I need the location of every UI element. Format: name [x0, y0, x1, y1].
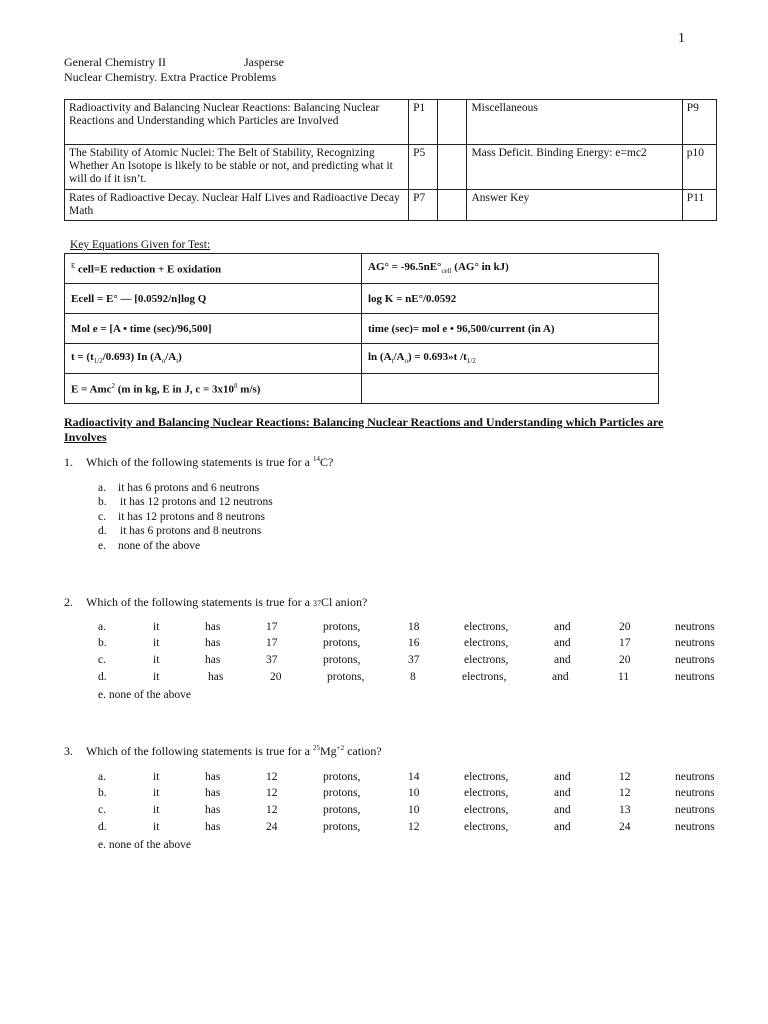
option-row — [98, 787, 718, 803]
document-subtitle: Nuclear Chemistry. Extra Practice Problems — [64, 70, 277, 84]
proton-count: 12 — [266, 771, 278, 783]
contents-table — [64, 99, 717, 221]
eq-text: t = (t — [71, 351, 94, 364]
option-word: and — [554, 804, 571, 816]
equation-cell: Mol e = [A • time (sec)/96,500] — [65, 314, 362, 344]
electron-count: 16 — [408, 637, 420, 649]
option-letter: b. — [98, 637, 107, 649]
eq-sub: t — [391, 357, 394, 366]
equation-cell — [362, 254, 659, 284]
option-letter: d. — [98, 525, 107, 537]
question-number: 1. — [64, 455, 73, 469]
option-word: it — [153, 637, 160, 649]
option-word: electrons, — [464, 621, 509, 633]
option-word: neutrons — [675, 671, 715, 683]
option-word: electrons, — [464, 654, 509, 666]
option-letter: c. — [98, 511, 106, 523]
option-text: it has 12 protons and 12 neutrons — [120, 496, 273, 508]
option-word: it — [153, 654, 160, 666]
option-word: protons, — [327, 671, 365, 683]
question-text-part: C? — [319, 455, 334, 469]
contents-spacer — [438, 100, 467, 145]
neutron-count: 13 — [619, 804, 631, 816]
eq-text: ) — [178, 351, 182, 364]
option-word: and — [554, 787, 571, 799]
option-word: has — [205, 637, 221, 649]
option-word: neutrons — [675, 771, 715, 783]
electron-count: 12 — [408, 821, 420, 833]
isotope-mass: 14 — [312, 455, 320, 463]
option-text: it has 6 protons and 8 neutrons — [120, 525, 262, 537]
contents-topic: Rates of Radioactive Decay. Nuclear Half Lives and Radioactive Decay Math — [65, 190, 409, 221]
neutron-count: 20 — [619, 621, 631, 633]
question-text — [86, 455, 333, 470]
contents-topic: The Stability of Atomic Nuclei: The Belt of Stability, Recognizing Whether An Isotope is likely to be stable or not, and predicting what it will do if it isn’t. — [65, 145, 409, 190]
neutron-count: 20 — [619, 654, 631, 666]
option-word: and — [554, 637, 571, 649]
option-word: electrons, — [464, 804, 509, 816]
neutron-count: 17 — [619, 637, 631, 649]
option-text: it has 6 protons and 6 neutrons — [118, 482, 260, 494]
proton-count: 37 — [266, 654, 278, 666]
eq-text: E = Amc — [71, 383, 112, 396]
option-word: electrons, — [464, 787, 509, 799]
eq-sub: o — [161, 357, 166, 366]
eq-sub: 1/2 — [466, 357, 476, 366]
option-word: and — [554, 821, 571, 833]
question-text — [86, 595, 367, 610]
contents-page: P5 — [409, 145, 438, 190]
option-word: it — [153, 804, 160, 816]
contents-spacer — [438, 145, 467, 190]
neutron-count: 11 — [618, 671, 630, 683]
option-row — [98, 821, 718, 837]
equation-cell: time (sec)= mol e • 96,500/current (in A) — [362, 314, 659, 344]
equation-row — [65, 314, 659, 344]
option-letter: b. — [98, 787, 107, 799]
option-letter: c. — [98, 654, 106, 666]
eq-sub: t — [176, 357, 179, 366]
equation-cell: Ecell = E° — [0.0592/n]log Q — [65, 284, 362, 314]
option-word: neutrons — [675, 621, 715, 633]
option-word: electrons, — [464, 771, 509, 783]
option-letter: d. — [98, 821, 107, 833]
option-word: has — [205, 821, 221, 833]
eq-text: ln (A — [368, 351, 392, 364]
electron-count: 18 — [408, 621, 420, 633]
option-word: neutrons — [675, 654, 715, 666]
option-text: none of the above — [118, 540, 201, 552]
option-word: has — [205, 787, 221, 799]
eq-text: cell=E reduction + E oxidation — [75, 263, 222, 276]
option-word: protons, — [323, 804, 361, 816]
proton-count: 17 — [266, 621, 278, 633]
isotope-mass: 25 — [312, 744, 320, 752]
proton-count: 12 — [266, 804, 278, 816]
neutron-count: 12 — [619, 771, 631, 783]
eq-text: (m in kg, E in J, c = 3x10 — [115, 383, 235, 396]
electron-count: 10 — [408, 804, 420, 816]
eq-text: /A — [165, 351, 177, 364]
option-letter: b. — [98, 496, 107, 508]
contents-spacer — [438, 190, 467, 221]
question-text-part: Cl anion? — [320, 595, 368, 609]
question-text-part: Which of the following statements is true for a — [86, 595, 313, 609]
eq-sub: 1/2 — [93, 357, 103, 366]
equation-cell: log K = nE°/0.0592 — [362, 284, 659, 314]
eq-sup: 8 — [234, 381, 238, 390]
course-title: General Chemistry II — [64, 55, 166, 69]
option-word: protons, — [323, 771, 361, 783]
option-letter: a. — [98, 482, 106, 494]
option-letter: c. — [98, 804, 106, 816]
option-word: protons, — [323, 821, 361, 833]
option-word: has — [205, 621, 221, 633]
isotope-mass: 37 — [312, 599, 321, 608]
option-letter: a. — [98, 621, 106, 633]
option-word: it — [153, 771, 160, 783]
option-word: and — [552, 671, 569, 683]
equation-row — [65, 254, 659, 284]
option-row — [98, 654, 718, 670]
contents-page: P1 — [409, 100, 438, 145]
eq-sub: cell — [441, 267, 452, 276]
contents-page: p10 — [682, 145, 716, 190]
author-name: Jasperse — [244, 55, 284, 69]
eq-sub: o — [404, 357, 408, 366]
question-text — [86, 744, 382, 759]
equation-cell — [65, 374, 362, 404]
option-word: it — [153, 821, 160, 833]
equations-table — [64, 253, 659, 404]
contents-topic: Mass Deficit. Binding Energy: e=mc2 — [467, 145, 682, 190]
equation-cell — [65, 254, 362, 284]
equation-cell — [362, 374, 659, 404]
eq-text: AG° = -96.5nE° — [368, 261, 442, 274]
option-word: and — [554, 654, 571, 666]
option-word: it — [153, 671, 160, 683]
section-heading: Radioactivity and Balancing Nuclear Reactions: Balancing Nuclear Reactions and Understanding which Particles are Involves — [64, 415, 664, 444]
eq-text: (AG° in kJ) — [451, 261, 509, 274]
contents-row — [65, 145, 717, 190]
option-word: protons, — [323, 654, 361, 666]
contents-page: P7 — [409, 190, 438, 221]
equation-row — [65, 374, 659, 404]
contents-topic: Radioactivity and Balancing Nuclear Reactions: Balancing Nuclear Reactions and Understanding which Particles are Involved — [65, 100, 409, 145]
option-word: neutrons — [675, 787, 715, 799]
equation-row — [65, 284, 659, 314]
option-row — [98, 804, 718, 820]
question-text-part: cation? — [344, 744, 382, 758]
option-word: has — [205, 804, 221, 816]
option-word: and — [554, 771, 571, 783]
question-number: 2. — [64, 595, 73, 609]
option-word: electrons, — [464, 821, 509, 833]
equations-caption: Key Equations Given for Test: — [70, 239, 211, 251]
proton-count: 24 — [266, 821, 278, 833]
eq-sup: 2 — [111, 381, 115, 390]
option-word: protons, — [323, 787, 361, 799]
contents-page: P9 — [682, 100, 716, 145]
contents-topic: Miscellaneous — [467, 100, 682, 145]
electron-count: 37 — [408, 654, 420, 666]
option-letter: e. — [98, 540, 106, 552]
option-word: electrons, — [464, 637, 509, 649]
equation-cell — [362, 344, 659, 374]
contents-row — [65, 190, 717, 221]
option-letter: d. — [98, 671, 107, 683]
question-text-part: Which of the following statements is true for a — [86, 455, 313, 469]
option-word: it — [153, 621, 160, 633]
neutron-count: 24 — [619, 821, 631, 833]
option-word: neutrons — [675, 637, 715, 649]
contents-topic: Answer Key — [467, 190, 682, 221]
neutron-count: 12 — [619, 787, 631, 799]
option-word: has — [205, 654, 221, 666]
question-text-part: Mg — [319, 744, 337, 758]
option-row — [98, 621, 718, 637]
option-row — [98, 671, 718, 687]
page-number: 1 — [678, 31, 685, 46]
proton-count: 12 — [266, 787, 278, 799]
proton-count: 20 — [270, 671, 282, 683]
option-text: e. none of the above — [98, 839, 191, 851]
eq-text: m/s) — [237, 383, 261, 396]
option-word: protons, — [323, 621, 361, 633]
ion-charge: +2 — [336, 744, 345, 752]
question-number: 3. — [64, 744, 73, 758]
eq-text: /0.693) In (A — [102, 351, 162, 364]
question-text-part: Which of the following statements is true for a — [86, 744, 313, 758]
option-word: protons, — [323, 637, 361, 649]
option-word: electrons, — [462, 671, 507, 683]
option-word: neutrons — [675, 804, 715, 816]
eq-text: /A — [393, 351, 405, 364]
eq-text: ) = 0.693»t /t — [407, 351, 467, 364]
option-word: neutrons — [675, 821, 715, 833]
electron-count: 14 — [408, 771, 420, 783]
option-word: has — [205, 771, 221, 783]
equation-cell — [65, 344, 362, 374]
contents-page: P11 — [682, 190, 716, 221]
proton-count: 17 — [266, 637, 278, 649]
equation-row — [65, 344, 659, 374]
option-row — [98, 637, 718, 653]
electron-count: 10 — [408, 787, 420, 799]
option-word: has — [208, 671, 224, 683]
option-word: it — [153, 787, 160, 799]
contents-row — [65, 100, 717, 145]
option-letter: a. — [98, 771, 106, 783]
electron-count: 8 — [410, 671, 416, 683]
option-text: e. none of the above — [98, 689, 191, 701]
option-row — [98, 771, 718, 787]
eq-sup: E — [71, 261, 76, 270]
option-text: it has 12 protons and 8 neutrons — [118, 511, 265, 523]
option-word: and — [554, 621, 571, 633]
